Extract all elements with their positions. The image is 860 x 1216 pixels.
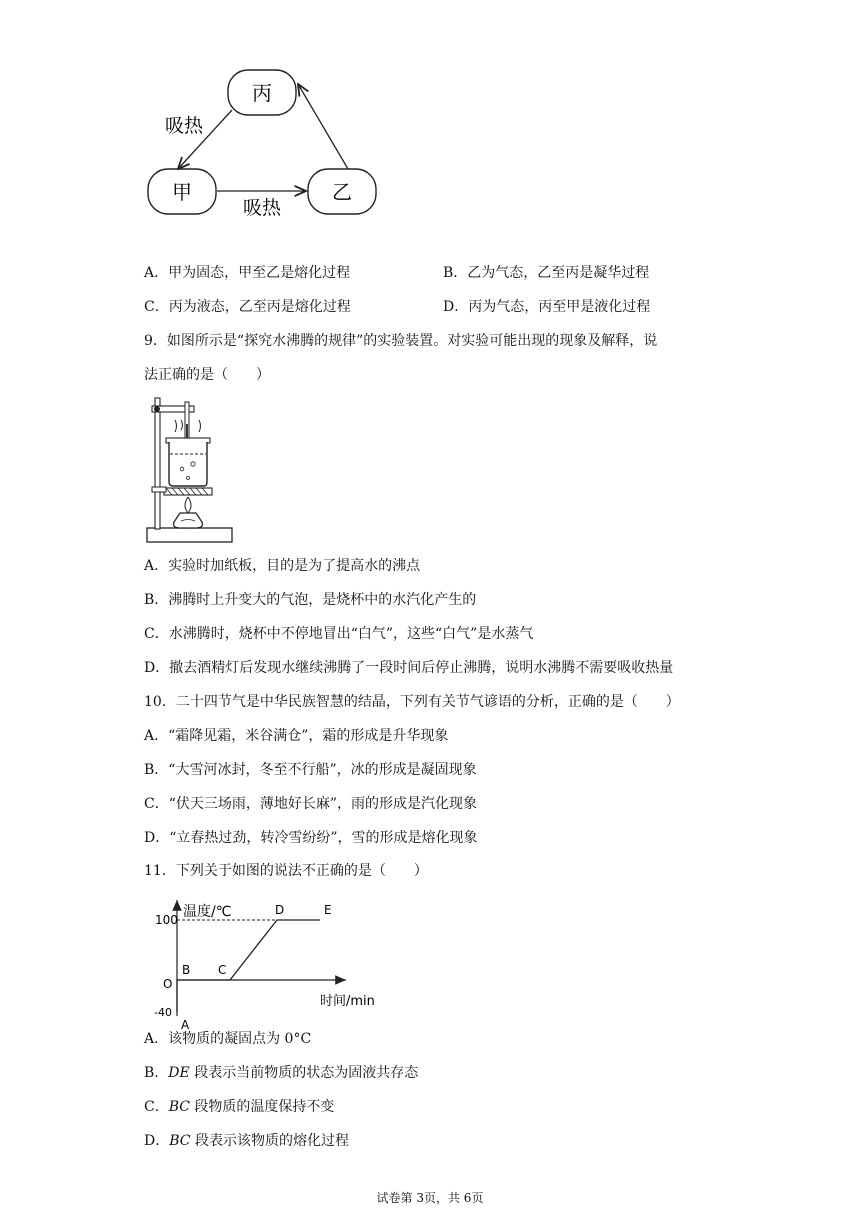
point-label-d: D	[275, 903, 285, 917]
bing-label: 丙	[252, 81, 272, 105]
q11-option-d	[144, 1131, 349, 1151]
q10-stem: 10．二十四节气是中华民族智慧的结晶，下列有关节气谚语的分析，正确的是（ ）	[144, 694, 680, 710]
q11-option-b	[144, 1063, 418, 1083]
x-axis-label: 时间/min	[320, 994, 375, 1009]
phase-change-diagram	[140, 62, 385, 222]
temperature-curve	[177, 920, 320, 1012]
q11-option-d-text: 段表示该物质的熔化过程	[190, 1133, 349, 1149]
q9-stem-line1: 9．如图所示是“探究水沸腾的规律”的实验装置。对实验可能出现的现象及解释，说	[144, 333, 658, 349]
q9-option-a: A．实验时加纸板，目的是为了提高水的沸点	[144, 558, 421, 574]
q8-option-a: A．甲为固态，甲至乙是熔化过程	[144, 265, 351, 281]
y-tick-minus40: -40	[154, 1006, 172, 1019]
q9-stem-line2: 法正确的是（ ）	[144, 367, 270, 383]
arrow-yi-to-bing	[298, 84, 348, 169]
q8-option-d: D．丙为气态，丙至甲是液化过程	[443, 299, 651, 315]
q11-option-c-prefix: C．	[144, 1099, 169, 1115]
temperature-time-chart	[150, 894, 390, 1032]
origin-label: O	[163, 977, 173, 991]
q11-option-a: A．该物质的凝固点为 0°C	[144, 1031, 312, 1047]
point-label-a: A	[181, 1018, 190, 1032]
page-footer: 试卷第 3页，共 6页	[376, 1191, 484, 1205]
q11-stem: 11．下列关于如图的说法不正确的是（ ）	[144, 863, 428, 879]
q11-option-b-text: 段表示当前物质的状态为固液共存态	[189, 1065, 419, 1081]
point-label-c: C	[218, 963, 227, 977]
bottom-arrow-label: 吸热	[243, 197, 282, 219]
q10-option-a: A．“霜降见霜，米谷满仓”，霜的形成是升华现象	[144, 728, 449, 744]
q11-option-c	[144, 1097, 334, 1117]
q8-option-b: B．乙为气态，乙至丙是凝华过程	[443, 265, 650, 281]
q11-option-d-prefix: D．	[144, 1133, 170, 1149]
q9-option-b: B．沸腾时上升变大的气泡，是烧杯中的水汽化产生的	[144, 592, 477, 608]
yi-label: 乙	[332, 180, 352, 204]
point-label-e: E	[324, 903, 332, 917]
q11-option-c-segment: BC	[168, 1099, 190, 1115]
y-axis-label: 温度/℃	[183, 904, 232, 920]
jia-label: 甲	[172, 180, 192, 204]
q8-option-c: C．丙为液态，乙至丙是熔化过程	[144, 299, 351, 315]
q10-option-b: B．“大雪河冰封，冬至不行船”，冰的形成是凝固现象	[144, 762, 477, 778]
q11-option-b-prefix: B．	[144, 1065, 169, 1081]
q11-option-c-text: 段物质的温度保持不变	[189, 1099, 335, 1115]
q9-option-c: C．水沸腾时，烧杯中不停地冒出“白气”，这些“白气”是水蒸气	[144, 626, 534, 642]
q10-option-d: D．“立春热过劲，转冷雪纷纷”，雪的形成是熔化现象	[144, 830, 478, 846]
q11-option-d-segment: BC	[169, 1133, 191, 1149]
q10-option-c: C．“伏天三场雨，薄地好长麻”，雨的形成是汽化现象	[144, 796, 478, 812]
boiling-apparatus-figure	[144, 394, 236, 548]
point-label-b: B	[182, 963, 191, 977]
q11-option-b-segment: DE	[168, 1065, 190, 1081]
y-tick-100: 100	[155, 913, 178, 927]
q9-option-d: D．撤去酒精灯后发现水继续沸腾了一段时间后停止沸腾，说明水沸腾不需要吸收热量	[144, 660, 674, 676]
left-arrow-label: 吸热	[165, 115, 204, 137]
